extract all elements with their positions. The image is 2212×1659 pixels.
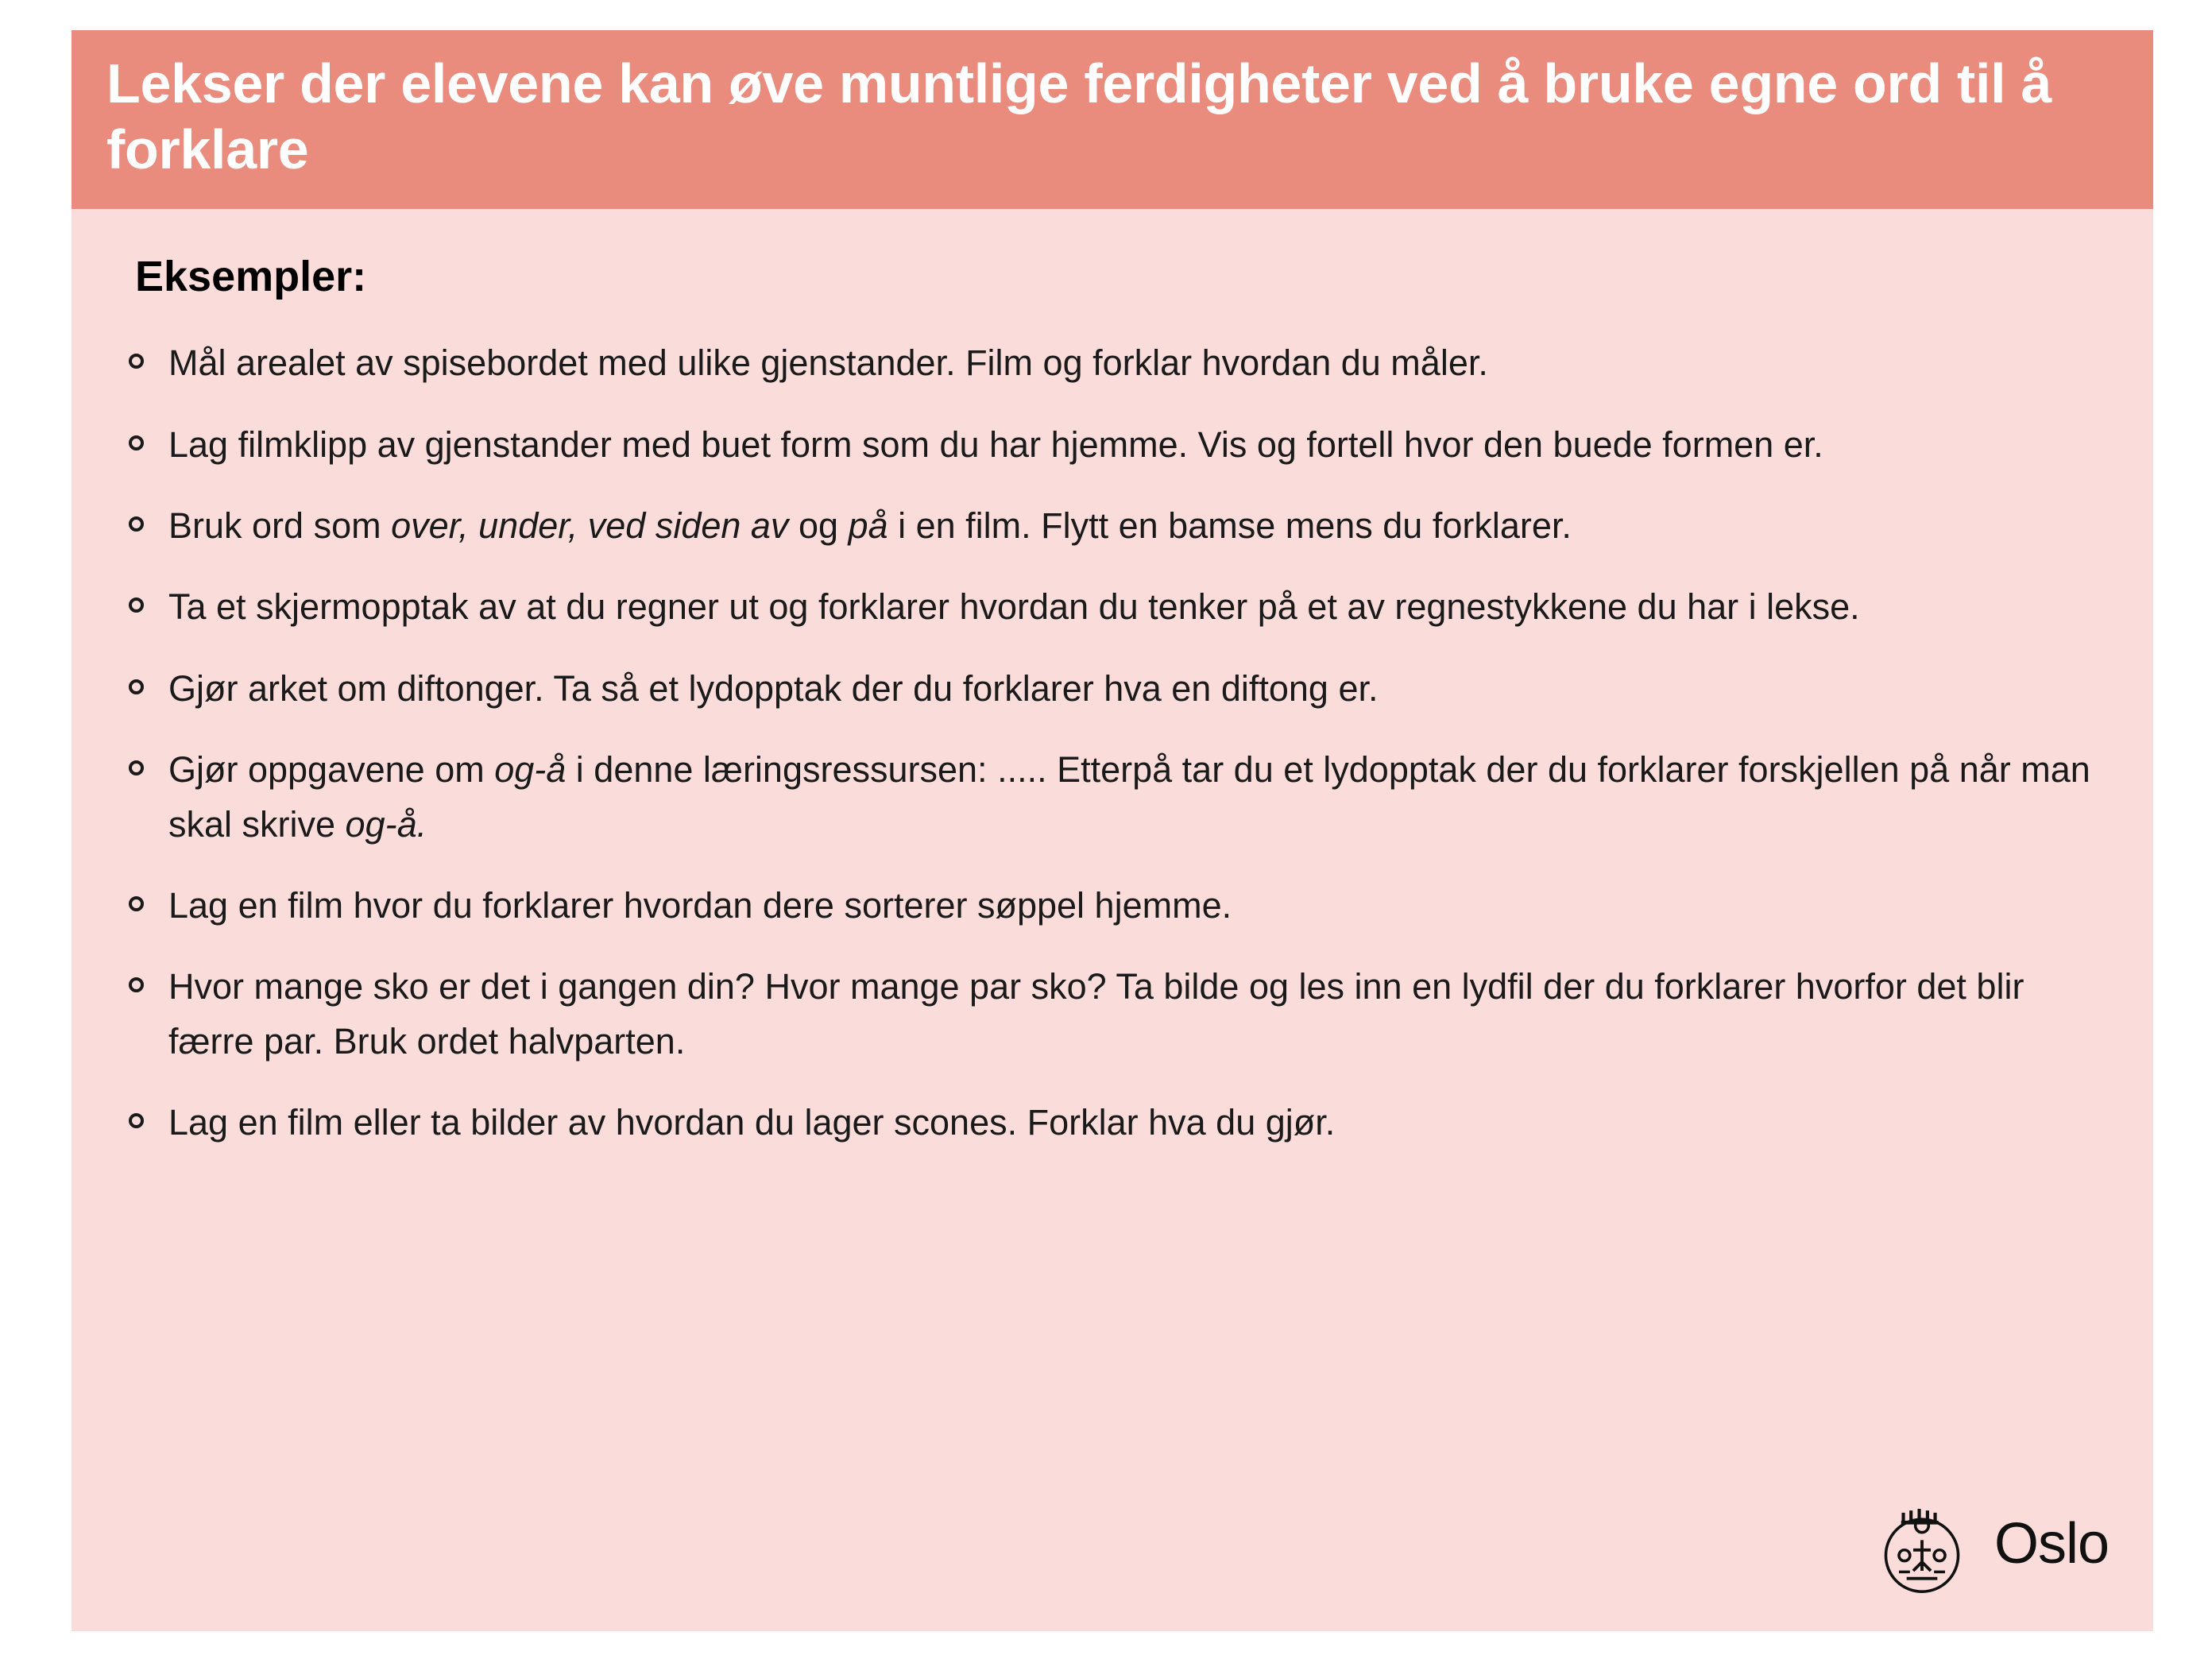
circle-bullet-icon (129, 516, 144, 532)
circle-bullet-icon (129, 354, 144, 369)
list-item (119, 960, 2106, 1069)
circle-bullet-icon (129, 435, 144, 451)
list-item-text (168, 885, 1232, 926)
list-item (119, 662, 2106, 716)
plain-text: Mål arealet av spisebordet med ulike gjenstander. Film og forklar hvordan du måler. (168, 342, 1488, 384)
emphasis-text: og-å (494, 749, 567, 791)
circle-bullet-icon (129, 679, 144, 694)
list-item-text (168, 505, 1572, 546)
plain-text: Lag en film eller ta bilder av hvordan du lager scones. Forklar hva du gjør. (168, 1102, 1336, 1143)
circle-bullet-icon (129, 977, 144, 992)
oslo-coat-of-arms-icon (1867, 1493, 1977, 1603)
list-item (119, 1096, 2106, 1150)
emphasis-text: på (848, 505, 888, 546)
circle-bullet-icon (129, 1113, 144, 1128)
plain-text: Lag filmklipp av gjenstander med buet form som du har hjemme. Vis og fortell hvor den buede formen er. (168, 423, 1823, 465)
plain-text: Lag en film hvor du forklarer hvordan dere sorterer søppel hjemme. (168, 884, 1232, 926)
list-item-text (168, 1102, 1335, 1143)
plain-text: og (788, 505, 849, 546)
list-item-text (168, 424, 1823, 465)
plain-text: i denne læringsressursen: ..... Etterpå tar du et lydopptak der du forklarer forskjellen på når man skal skrive (168, 749, 2090, 845)
plain-text: Ta et skjermopptak av at du regner ut og forklarer hvordan du tenker på et av regnestykkene du har i lekse. (168, 586, 1860, 628)
plain-text: Gjør arket om diftonger. Ta så et lydopptak der du forklarer hva en diftong er. (168, 667, 1379, 709)
circle-bullet-icon (129, 760, 144, 775)
circle-bullet-icon (129, 896, 144, 911)
examples-heading: Eksempler: (135, 253, 367, 301)
logo-label: Oslo (1994, 1512, 2109, 1576)
circle-bullet-icon (129, 597, 144, 613)
list-item-text (168, 586, 1860, 627)
logo (1867, 1493, 2109, 1603)
list-item-text (168, 668, 1379, 709)
list-item (119, 499, 2106, 553)
examples-list (119, 336, 2106, 1150)
plain-text: i en film. Flytt en bamse mens du forklarer. (888, 505, 1572, 546)
list-item (119, 743, 2106, 852)
slide-title: Lekser der elevene kan øve muntlige ferdigheter ved å bruke egne ord til å forklare (72, 30, 2153, 209)
list-item (119, 879, 2106, 933)
list-item-text (168, 749, 2090, 844)
emphasis-text: over, under, ved siden av (391, 505, 789, 546)
list-item-text (168, 342, 1488, 383)
slide-body (72, 209, 2153, 1631)
plain-text: Gjør oppgavene om (168, 749, 495, 791)
list-item-text (168, 966, 2024, 1061)
list-item (119, 336, 2106, 390)
content-card (72, 30, 2153, 1631)
list-item (119, 418, 2106, 472)
plain-text: Bruk ord som (168, 505, 392, 546)
emphasis-text: og-å. (345, 803, 427, 845)
list-item (119, 580, 2106, 634)
plain-text: Hvor mange sko er det i gangen din? Hvor mange par sko? Ta bilde og les inn en lydfil der du forklarer hvorfor det blir færre par. Bruk ordet halvparten. (168, 966, 2024, 1062)
